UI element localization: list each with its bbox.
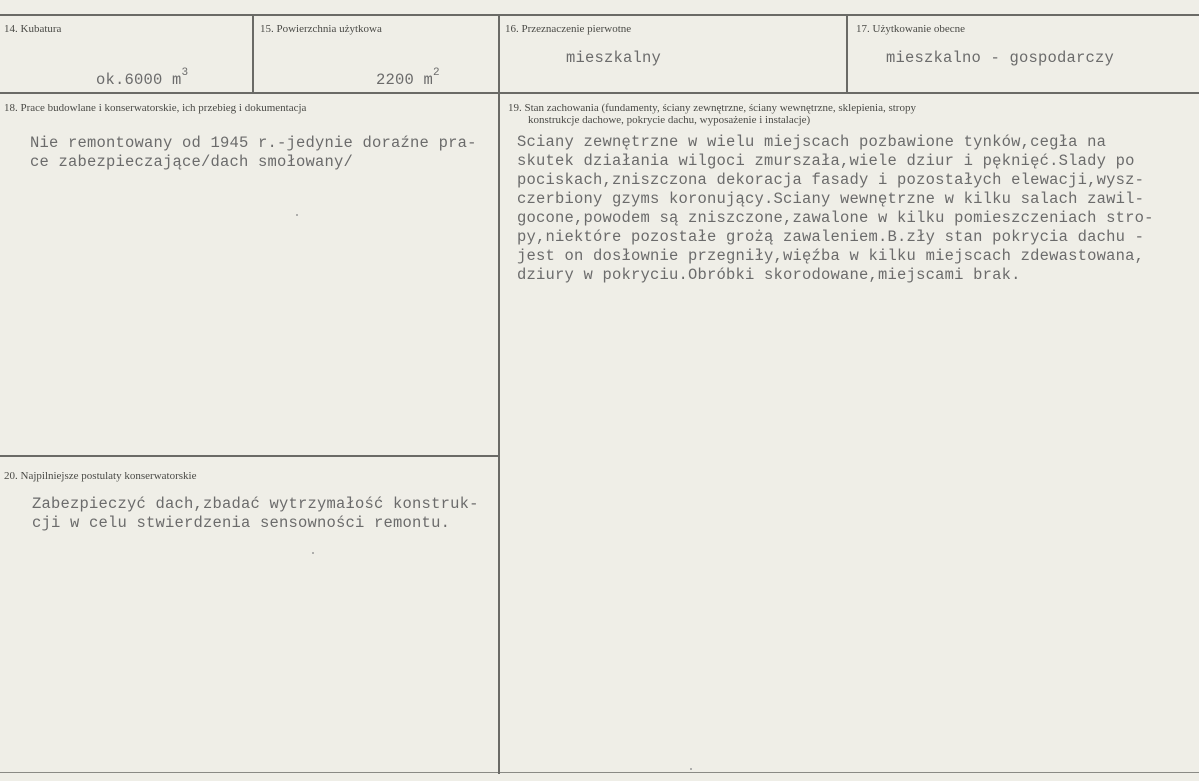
- field-14-value: [58, 48, 188, 109]
- top-border-line: [0, 14, 1199, 16]
- paper-speck: [296, 214, 298, 216]
- field-19-line-3: pociskach,zniszczona dekoracja fasady i pozostałych elewacji,wysz-: [517, 171, 1145, 189]
- field-19-label-line-1: 19. Stan zachowania (fundamenty, ściany zewnętrzne, ściany wewnętrzne, sklepienia, stropy: [508, 102, 916, 114]
- field-15-value: [338, 48, 440, 109]
- field-19-line-4: czerbiony gzyms koronujący.Sciany wewnętrzne w kilku salach zawil-: [517, 190, 1145, 208]
- field-20-line-1: Zabezpieczyć dach,zbadać wytrzymałość konstruk-: [32, 495, 479, 513]
- field-19-label-line-2: konstrukcje dachowe, pokrycie dachu, wyposażenie i instalacje): [528, 114, 811, 126]
- field-19-line-7: jest on dosłownie przegniły,więźba w kilku miejscach zdewastowana,: [517, 247, 1145, 265]
- divider-15-16: [498, 14, 500, 774]
- field-20-line-2: cji w celu stwierdzenia sensowności remontu.: [32, 514, 451, 532]
- field-16-value: mieszkalny: [566, 49, 662, 67]
- bottom-border-line: [0, 772, 1199, 773]
- field-17-label: 17. Użytkowanie obecne: [856, 23, 966, 35]
- divider-16-17: [846, 14, 848, 94]
- field-15-label: 15. Powierzchnia użytkowa: [260, 23, 382, 35]
- divider-14-15: [252, 14, 254, 94]
- paper-speck: [312, 552, 314, 554]
- field-19-line-6: py,niektóre pozostałe grożą zawaleniem.B.zły stan pokrycia dachu -: [517, 228, 1145, 246]
- field-14-value-text: ok.6000 m: [96, 70, 182, 89]
- field-19-line-8: dziury w pokryciu.Obróbki skorodowane,miejscami brak.: [517, 266, 1021, 284]
- field-18-line-2: ce zabezpieczające/dach smołowany/: [30, 153, 354, 171]
- field-17-value: mieszkalno - gospodarczy: [886, 49, 1115, 67]
- field-15-unit-exponent: 2: [433, 66, 440, 79]
- field-19-line-5: gocone,powodem są zniszczone,zawalone w kilku pomieszczeniach stro-: [517, 209, 1154, 227]
- field-20-label: 20. Najpilniejsze postulaty konserwatorskie: [4, 470, 197, 482]
- field-15-value-text: 2200 m: [376, 70, 434, 89]
- paper-speck: [690, 768, 692, 770]
- field-14-label: 14. Kubatura: [4, 23, 62, 35]
- field-19-line-1: Sciany zewnętrzne w wielu miejscach pozbawione tynków,cegła na: [517, 133, 1107, 151]
- field-19-line-2: skutek działania wilgoci zmurszała,wiele dziur i pęknięć.Slady po: [517, 152, 1135, 170]
- field-14-unit-exponent: 3: [181, 66, 189, 79]
- section20-top-line: [0, 455, 499, 457]
- field-16-label: 16. Przeznaczenie pierwotne: [505, 23, 632, 35]
- field-18-label: 18. Prace budowlane i konserwatorskie, ich przebieg i dokumentacja: [4, 102, 307, 114]
- field-18-line-1: Nie remontowany od 1945 r.-jedynie doraźne pra-: [30, 134, 477, 152]
